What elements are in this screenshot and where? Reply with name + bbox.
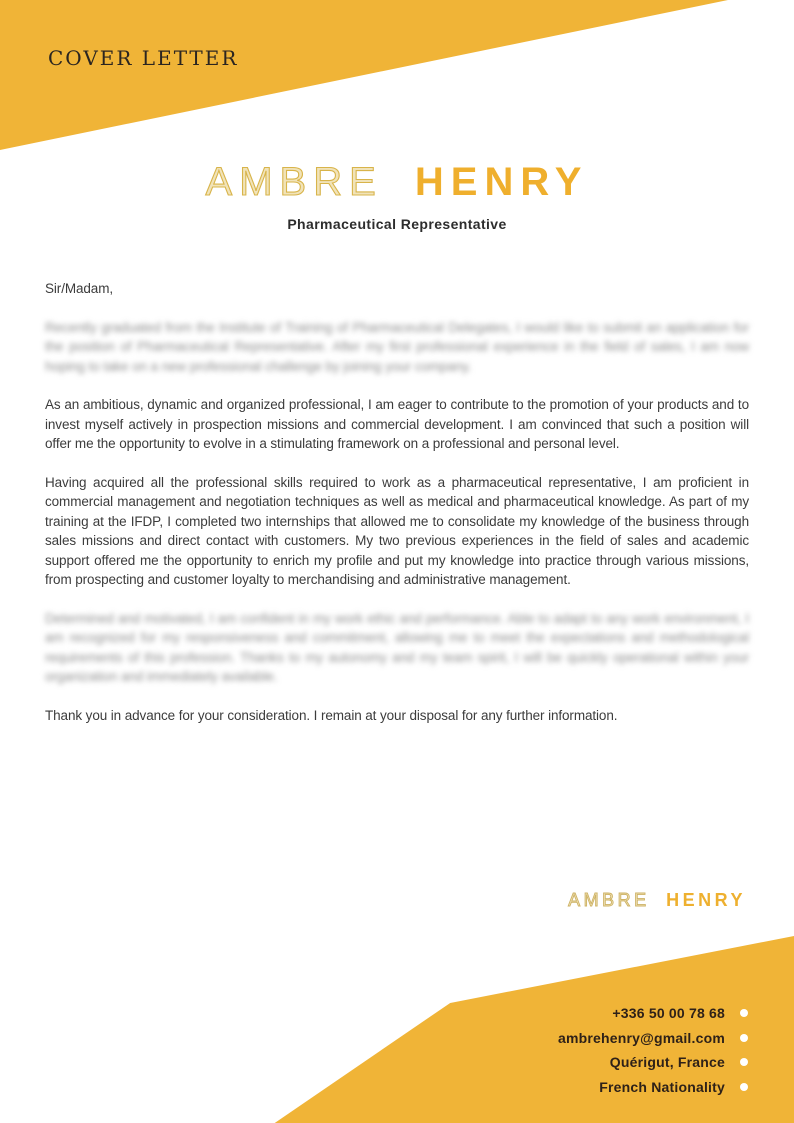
contact-list xyxy=(558,1001,748,1099)
closing-line: Thank you in advance for your consideration. I remain at your disposal for any further information. xyxy=(45,707,618,723)
letter-paragraph-blurred: Recently graduated from the Institute of Training of Pharmaceutical Delegates, I would like to submit an application for the position of Pharmaceutical Representative. After my first professional experience in the field of sales, I am now hoping to take on a new professional challenge by joining your company. xyxy=(45,319,749,374)
applicant-name-title xyxy=(0,160,794,205)
contact-value: French Nationality xyxy=(599,1078,725,1095)
applicant-last-name: HENRY xyxy=(414,160,589,204)
letter-paragraph: As an ambitious, dynamic and organized professional, I am eager to contribute to the promotion of your products and to invest myself actively in prospection missions and commercial development. I am convinced that such a position will offer me the opportunity to evolve in a stimulating framework on a professional and personal level. xyxy=(45,397,749,451)
job-title: Pharmaceutical Representative xyxy=(287,216,507,232)
contact-row xyxy=(558,1075,748,1100)
signature-first-name: AMBRE xyxy=(568,890,650,910)
contact-value: Quérigut, France xyxy=(609,1054,725,1071)
letter-paragraph: Having acquired all the professional skills required to work as a pharmaceutical representative, I am proficient in commercial management and negotiation techniques as well as medical and pharmaceutical knowledge. As part of my training at the IFDP, I completed two internships that allowed me to consolidate my knowledge of the business through sales missions and direct contact with customers. My two previous experiences in the field of sales and academic support offered me the opportunity to enrich my profile and put my knowledge into practice through various missions, from prospecting and customer loyalty to merchandising and administrative management. xyxy=(45,474,749,587)
bullet-dot-icon xyxy=(740,1034,748,1042)
signature xyxy=(568,890,746,911)
signature-last-name: HENRY xyxy=(666,890,746,910)
letter-body xyxy=(45,279,749,744)
contact-value: ambrehenry@gmail.com xyxy=(557,1029,725,1046)
bullet-dot-icon xyxy=(740,1083,748,1091)
contact-row xyxy=(558,1001,748,1026)
contact-row xyxy=(558,1026,748,1051)
letter-paragraph-blurred: Determined and motivated, I am confident in my work ethic and performance. Able to adapt to any work environment, I am recognized for my responsiveness and commitment, allowing me to meet the expectations and methodological requirements of this profession. Thanks to my autonomy and my team spirit, I will be quickly operational within your organization and immediately available. xyxy=(45,610,749,684)
salutation: Sir/Madam, xyxy=(45,281,114,296)
contact-row xyxy=(558,1050,748,1075)
bullet-dot-icon xyxy=(740,1058,748,1066)
applicant-first-name: AMBRE xyxy=(205,160,383,204)
bullet-dot-icon xyxy=(740,1009,748,1017)
contact-value: +336 50 00 78 68 xyxy=(612,1005,725,1022)
header-yellow-banner xyxy=(0,0,794,150)
letter-paragraphs xyxy=(45,318,749,687)
document-type-label: COVER LETTER xyxy=(48,46,239,70)
